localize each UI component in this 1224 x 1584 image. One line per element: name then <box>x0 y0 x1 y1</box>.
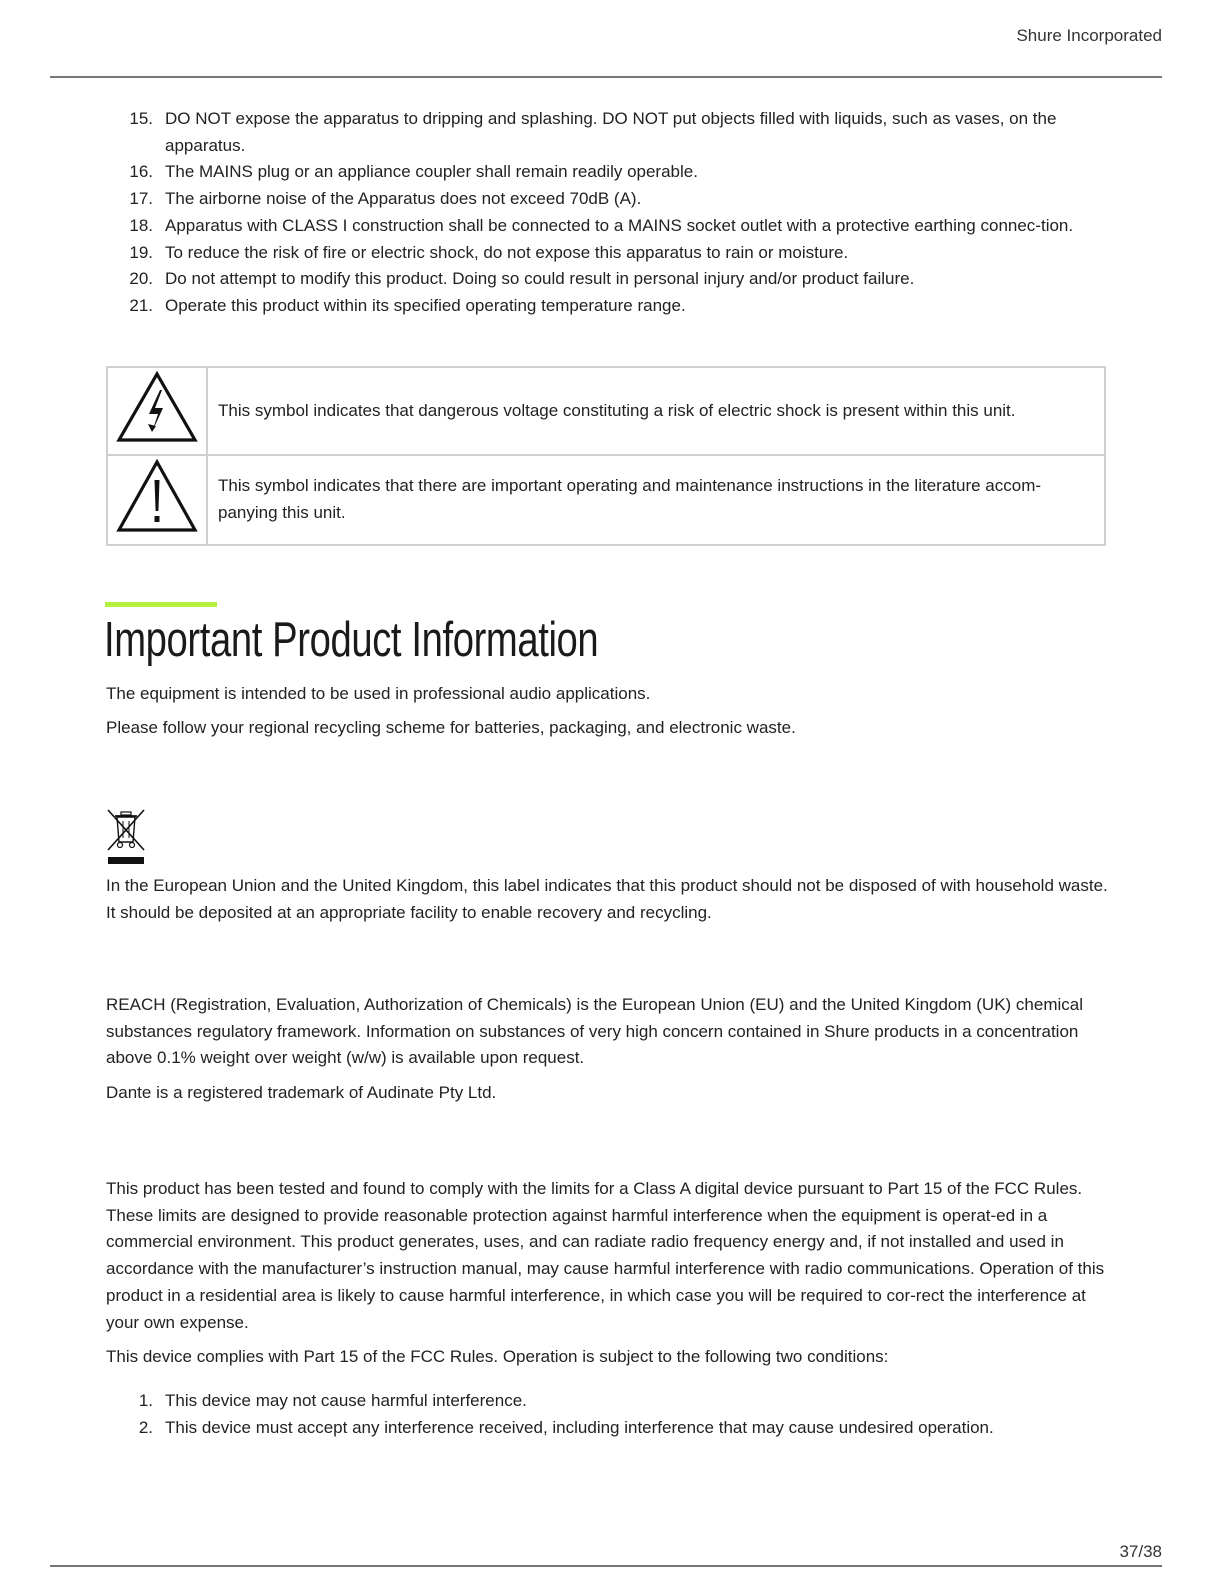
safety-instructions-list <box>106 106 1106 320</box>
intro-paragraph: The equipment is intended to be used in professional audio applications. <box>106 684 651 703</box>
header-divider <box>50 76 1162 78</box>
reach-paragraph: REACH (Registration, Evaluation, Authorization of Chemicals) is the European Union (EU) and the United Kingdom (UK) chemical substances regulatory framework. Information on substances of very high concern contained in Shure products in a concentration above 0.1% weight over weight (w/w) is available upon request. <box>106 995 1084 1068</box>
list-item: 19. To reduce the risk of fire or electric shock, do not expose this apparatus to rain or moisture. <box>129 242 849 262</box>
list-item: 2. This device must accept any interference received, including interference that may cause undesired operation. <box>138 1417 994 1437</box>
list-item: 16. The MAINS plug or an appliance coupler shall remain readily operable. <box>129 162 698 182</box>
electric-shock-warning-icon <box>107 367 207 455</box>
fcc-conditions-list <box>106 1388 1106 1441</box>
page-title: Important Product Information <box>104 613 599 667</box>
header-company: Shure Incorporated <box>1016 26 1162 45</box>
page-number: 37/38 <box>1119 1542 1162 1561</box>
fcc-conditions-intro: This device complies with Part 15 of the FCC Rules. Operation is subject to the following two conditions: <box>106 1347 889 1366</box>
table-row <box>107 367 1105 455</box>
weee-paragraph: In the European Union and the United Kingdom, this label indicates that this product should not be disposed of with household waste. It should be deposited at an appropriate facility to enable recovery and recycling. <box>106 876 1108 922</box>
list-item: 20. Do not attempt to modify this product. Doing so could result in personal injury and/or product failure. <box>129 269 915 289</box>
list-item: 18. Apparatus with CLASS I construction shall be connected to a MAINS socket outlet with a protective earthing connec-tion. <box>129 215 1074 235</box>
safety-symbols-table <box>106 366 1106 546</box>
list-item: 17. The airborne noise of the Apparatus does not exceed 70dB (A). <box>129 189 642 209</box>
list-item: 21. Operate this product within its specified operating temperature range. <box>129 295 686 315</box>
table-row <box>107 455 1105 545</box>
weee-crossed-bin-icon <box>106 808 146 866</box>
fcc-paragraph: This product has been tested and found to comply with the limits for a Class A digital device pursuant to Part 15 of the FCC Rules. These limits are designed to provide reasonable protection against harmful interference when the equipment is operat-ed in a commercial environment. This product generates, uses, and can radiate radio frequency energy and, if not installed and used in accordance with the manufacturer’s instruction manual, may cause harmful interference with radio communications. Operation of this product in a residential area is likely to cause harmful interference, in which case you will be required to cor-rect the interference at your own expense. <box>106 1179 1105 1332</box>
list-item: 15. DO NOT expose the apparatus to dripping and splashing. DO NOT put objects filled with liquids, such as vases, on the apparatus. <box>129 109 1057 155</box>
recycling-paragraph: Please follow your regional recycling scheme for batteries, packaging, and electronic waste. <box>106 718 796 737</box>
section-accent-bar <box>105 602 217 607</box>
dante-trademark-paragraph: Dante is a registered trademark of Audinate Pty Ltd. <box>106 1083 497 1102</box>
footer-divider <box>50 1565 1162 1567</box>
symbol-description: This symbol indicates that there are important operating and maintenance instructions in the literature accom-panying this unit. <box>207 455 1105 545</box>
list-item: 1. This device may not cause harmful interference. <box>138 1391 527 1410</box>
symbol-description: This symbol indicates that dangerous voltage constituting a risk of electric shock is present within this unit. <box>207 367 1105 455</box>
caution-exclamation-icon <box>107 455 207 545</box>
